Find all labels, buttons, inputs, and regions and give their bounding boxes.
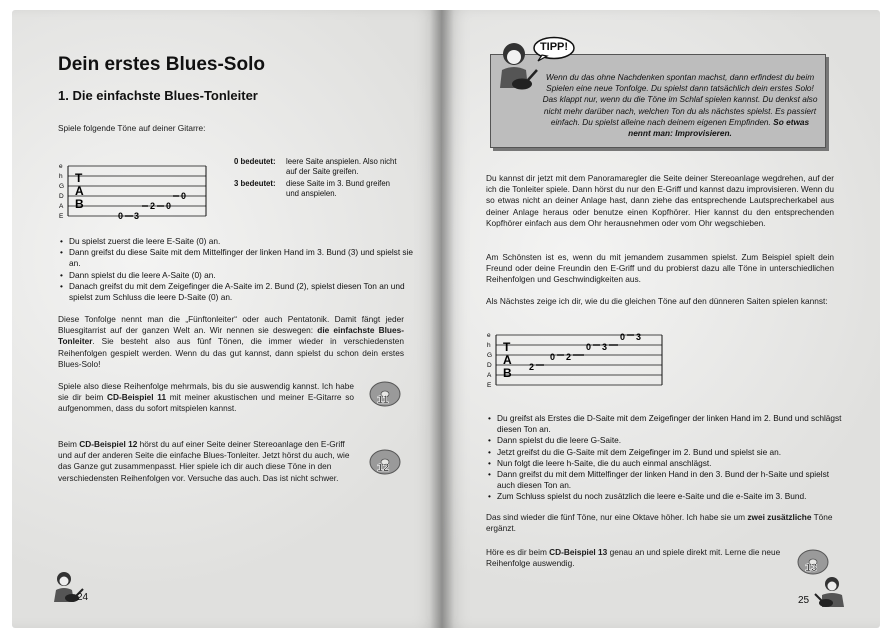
text-run: Diese Tonfolge nennt man die „Fünftonleiter“ oder auch Pentatonik. Damit fängt jeder Bluesgitarrist auf der ganzen Welt an. Wir nennen sie deswegen: xyxy=(58,314,404,336)
legend-row xyxy=(234,179,404,200)
text-bold: CD-Beispiel 13 xyxy=(549,547,608,557)
right-page xyxy=(442,10,880,628)
text-bold: zwei zusätzliche xyxy=(747,512,812,522)
list-item: • Jetzt greifst du die G-Saite mit dem Zeigefinger im 2. Bund und spielst sie an. xyxy=(497,447,845,458)
together-paragraph: Am Schönsten ist es, wenn du mit jemandem zusammen spielst. Zum Beispiel spielt dein Freund oder deine Freundin den E-Griff und du probierst dazu alle Töne in unterschiedlichen Reihenfolgen und Geschwindigkeiten aus. xyxy=(486,252,834,285)
cd-number: 12 xyxy=(377,462,390,474)
cd-track-13-icon xyxy=(796,547,830,577)
legend-row xyxy=(234,157,404,178)
legend-value: diese Saite im 3. Bund greifen und anspielen. xyxy=(286,178,391,199)
cd11-paragraph xyxy=(58,381,354,415)
section-heading: 1. Die einfachste Blues-Tonleiter xyxy=(58,88,258,103)
string-label-h: h xyxy=(59,173,63,180)
string-label-e: e xyxy=(487,332,491,339)
instruction-list xyxy=(58,236,415,303)
cd-track-11-icon xyxy=(368,379,402,409)
tab-legend xyxy=(234,157,404,200)
list-item: • Zum Schluss spielst du noch zusätzlich die leere e-Saite und die e-Saite im 3. Bund. xyxy=(497,491,845,502)
guitar-tab-2 xyxy=(486,325,666,393)
tab-note: 0 xyxy=(550,352,556,362)
list-item: • Dann spielst du die leere A-Saite (0) an. xyxy=(69,270,415,281)
text-run: Höre es dir beim xyxy=(486,547,550,557)
page-title: Dein erstes Blues-Solo xyxy=(58,54,265,75)
string-label-E: E xyxy=(487,382,492,389)
tab-clef-b: B xyxy=(75,197,84,211)
tab-clef-b: B xyxy=(503,366,512,380)
guitarist-mascot-icon xyxy=(814,575,848,613)
tab-note: 0 xyxy=(620,332,626,342)
text-run: Töne ergänzt. xyxy=(486,512,833,534)
string-label-A: A xyxy=(59,203,64,210)
cd-number: 11 xyxy=(377,394,389,406)
cd-track-12-icon xyxy=(368,447,402,477)
octave-paragraph xyxy=(486,512,834,534)
tab-clef-t: T xyxy=(503,340,511,354)
page-number: 24 xyxy=(77,592,89,603)
text-bold: CD-Beispiel 11 xyxy=(107,392,167,403)
book-spine xyxy=(430,10,454,628)
guitar-tab-1 xyxy=(58,158,208,224)
text-bold: So etwas nennt man: Improvisieren. xyxy=(628,116,810,139)
string-label-G: G xyxy=(487,352,493,359)
list-item: • Danach greifst du mit dem Zeigefinger die A-Saite im 2. Bund (2), spielst diesen Ton an und spielst zum Schluss die leere D-Saite (0) an. xyxy=(69,281,415,303)
left-page xyxy=(12,10,442,628)
tip-text xyxy=(542,72,818,139)
legend-key: 3 bedeutet: xyxy=(234,178,276,188)
string-label-h: h xyxy=(487,342,491,349)
list-item: • Du spielst zuerst die leere E-Saite (0) an. xyxy=(69,236,415,247)
tab-note: 3 xyxy=(602,342,608,352)
cd12-paragraph xyxy=(58,439,358,484)
tab-clef-a: A xyxy=(75,184,84,198)
tip-badge-label: TIPP! xyxy=(539,41,569,53)
string-label-e: e xyxy=(59,163,63,170)
cd-number: 13 xyxy=(805,562,818,574)
tab-clef-a: A xyxy=(503,353,512,367)
list-item: • Du greifst als Erstes die D-Saite mit dem Zeigefinger der linken Hand im 2. Bund und schlägst diesen Ton an. xyxy=(497,413,845,435)
tab-note: 0 xyxy=(118,211,124,221)
tab-note: 0 xyxy=(166,201,172,211)
string-label-E: E xyxy=(59,213,64,220)
legend-value: leere Saite anspielen. Also nicht auf der Saite greifen. xyxy=(286,157,397,177)
list-item: • Dann greifst du mit dem Mittelfinger der linken Hand in den 3. Bund der h-Saite und spielst auch diesen Ton an. xyxy=(497,469,845,491)
pentatonic-paragraph xyxy=(58,314,404,370)
tab-note: 2 xyxy=(529,362,535,372)
list-item: • Nun folgt die leere h-Saite, die du auch einmal anschlägst. xyxy=(497,458,845,469)
text-run: Wenn du das ohne Nachdenken spontan machst, dann erfindest du beim Spielen eine neue Tonfolge. Du spielst dann tatsächlich dein erstes Solo! Das klappt nur, wenn du die Töne im Schlaf spielen kannst. Du denkst also nicht mehr darüber nach, welchen Ton du als nächstes spielst. Es passiert einfach. Du spielst alleine nach deinem eigenen Empfinden. xyxy=(542,72,818,127)
string-label-G: G xyxy=(59,183,65,190)
string-label-A: A xyxy=(487,372,492,379)
list-item: • Dann spielst du die leere G-Saite. xyxy=(497,435,845,446)
legend-key: 0 bedeutet: xyxy=(234,157,276,166)
tab-note: 0 xyxy=(586,342,592,352)
tab-staff-1 xyxy=(58,158,208,224)
text-bold: die einfachste Blues-Tonleiter xyxy=(58,325,404,347)
tab-note: 3 xyxy=(134,211,140,221)
string-label-D: D xyxy=(487,362,492,369)
text-run: genau an und spiele direkt mit. Lerne die neue Reihenfolge auswendig. xyxy=(486,547,781,569)
panorama-paragraph: Du kannst dir jetzt mit dem Panoramaregler die Seite deiner Stereoanlage wegdrehen, auf der ich die Tonleiter spiele. Dann hörst du nur den E-Griff und kannst dazu improvisieren. Wenn du so etwas nicht an deiner Anlage hast, dann ziehe das entsprechende Lautsprecherkabel aus deiner Anlage heraus oder benutze einen Kopfhörer. Hier kannst du den entsprechenden Kopfhörer einfach aus dem Ohr herausnehmen oder vom Ohr wegschieben. xyxy=(486,173,834,228)
list-item: • Dann greifst du diese Saite mit dem Mittelfinger der linken Hand im 3. Bund (3) und spielst sie an. xyxy=(69,247,415,269)
tab-clef-t: T xyxy=(75,171,83,185)
text-bold: CD-Beispiel 12 xyxy=(79,439,138,449)
tab-note: 0 xyxy=(181,191,187,201)
page-number: 25 xyxy=(798,595,810,606)
tip-badge xyxy=(532,36,576,62)
tab-staff-2 xyxy=(486,325,666,393)
text-run: . Sie besteht also aus fünf Tönen, die immer wieder in verschiedensten Reihenfolgen gespielt werden. Wenn du das gut kannst, dann spielst du schon dein erstes Blues-Solo! xyxy=(58,336,404,369)
tab-note: 2 xyxy=(150,201,156,211)
tab-note: 2 xyxy=(566,352,572,362)
tab-note: 3 xyxy=(636,332,642,342)
thinner-strings-paragraph: Als Nächstes zeige ich dir, wie du die gleichen Töne auf den dünneren Saiten spielen kannst: xyxy=(486,296,828,306)
text-run: Beim xyxy=(58,439,80,449)
intro-text: Spiele folgende Töne auf deiner Gitarre: xyxy=(58,123,206,133)
instruction-list xyxy=(486,413,845,503)
text-run: Spiele also diese Reihenfolge mehrmals, bis du sie auswendig kannst. Ich habe sie dir beim xyxy=(58,381,354,403)
text-run: mit meiner akustischen und meiner E-Gitarre so aufgenommen, dass du sofort mitspielen kannst. xyxy=(58,392,354,414)
text-run: Das sind wieder die fünf Töne, nur eine Oktave höher. Ich habe sie um xyxy=(486,512,748,522)
cd13-paragraph xyxy=(486,547,782,569)
string-label-D: D xyxy=(59,193,64,200)
text-run: hörst du auf einer Seite deiner Stereoanlage den E-Griff und auf der anderen Seite die einfache Blues-Tonleiter. Jetzt hörst du auch, wie das Ganze gut zusammenpasst. Hier spiele ich dir auch diese Töne in den verschiedensten Reihenfolgen vor. Versuche das auch. Das ist nicht schwer. xyxy=(58,439,350,483)
